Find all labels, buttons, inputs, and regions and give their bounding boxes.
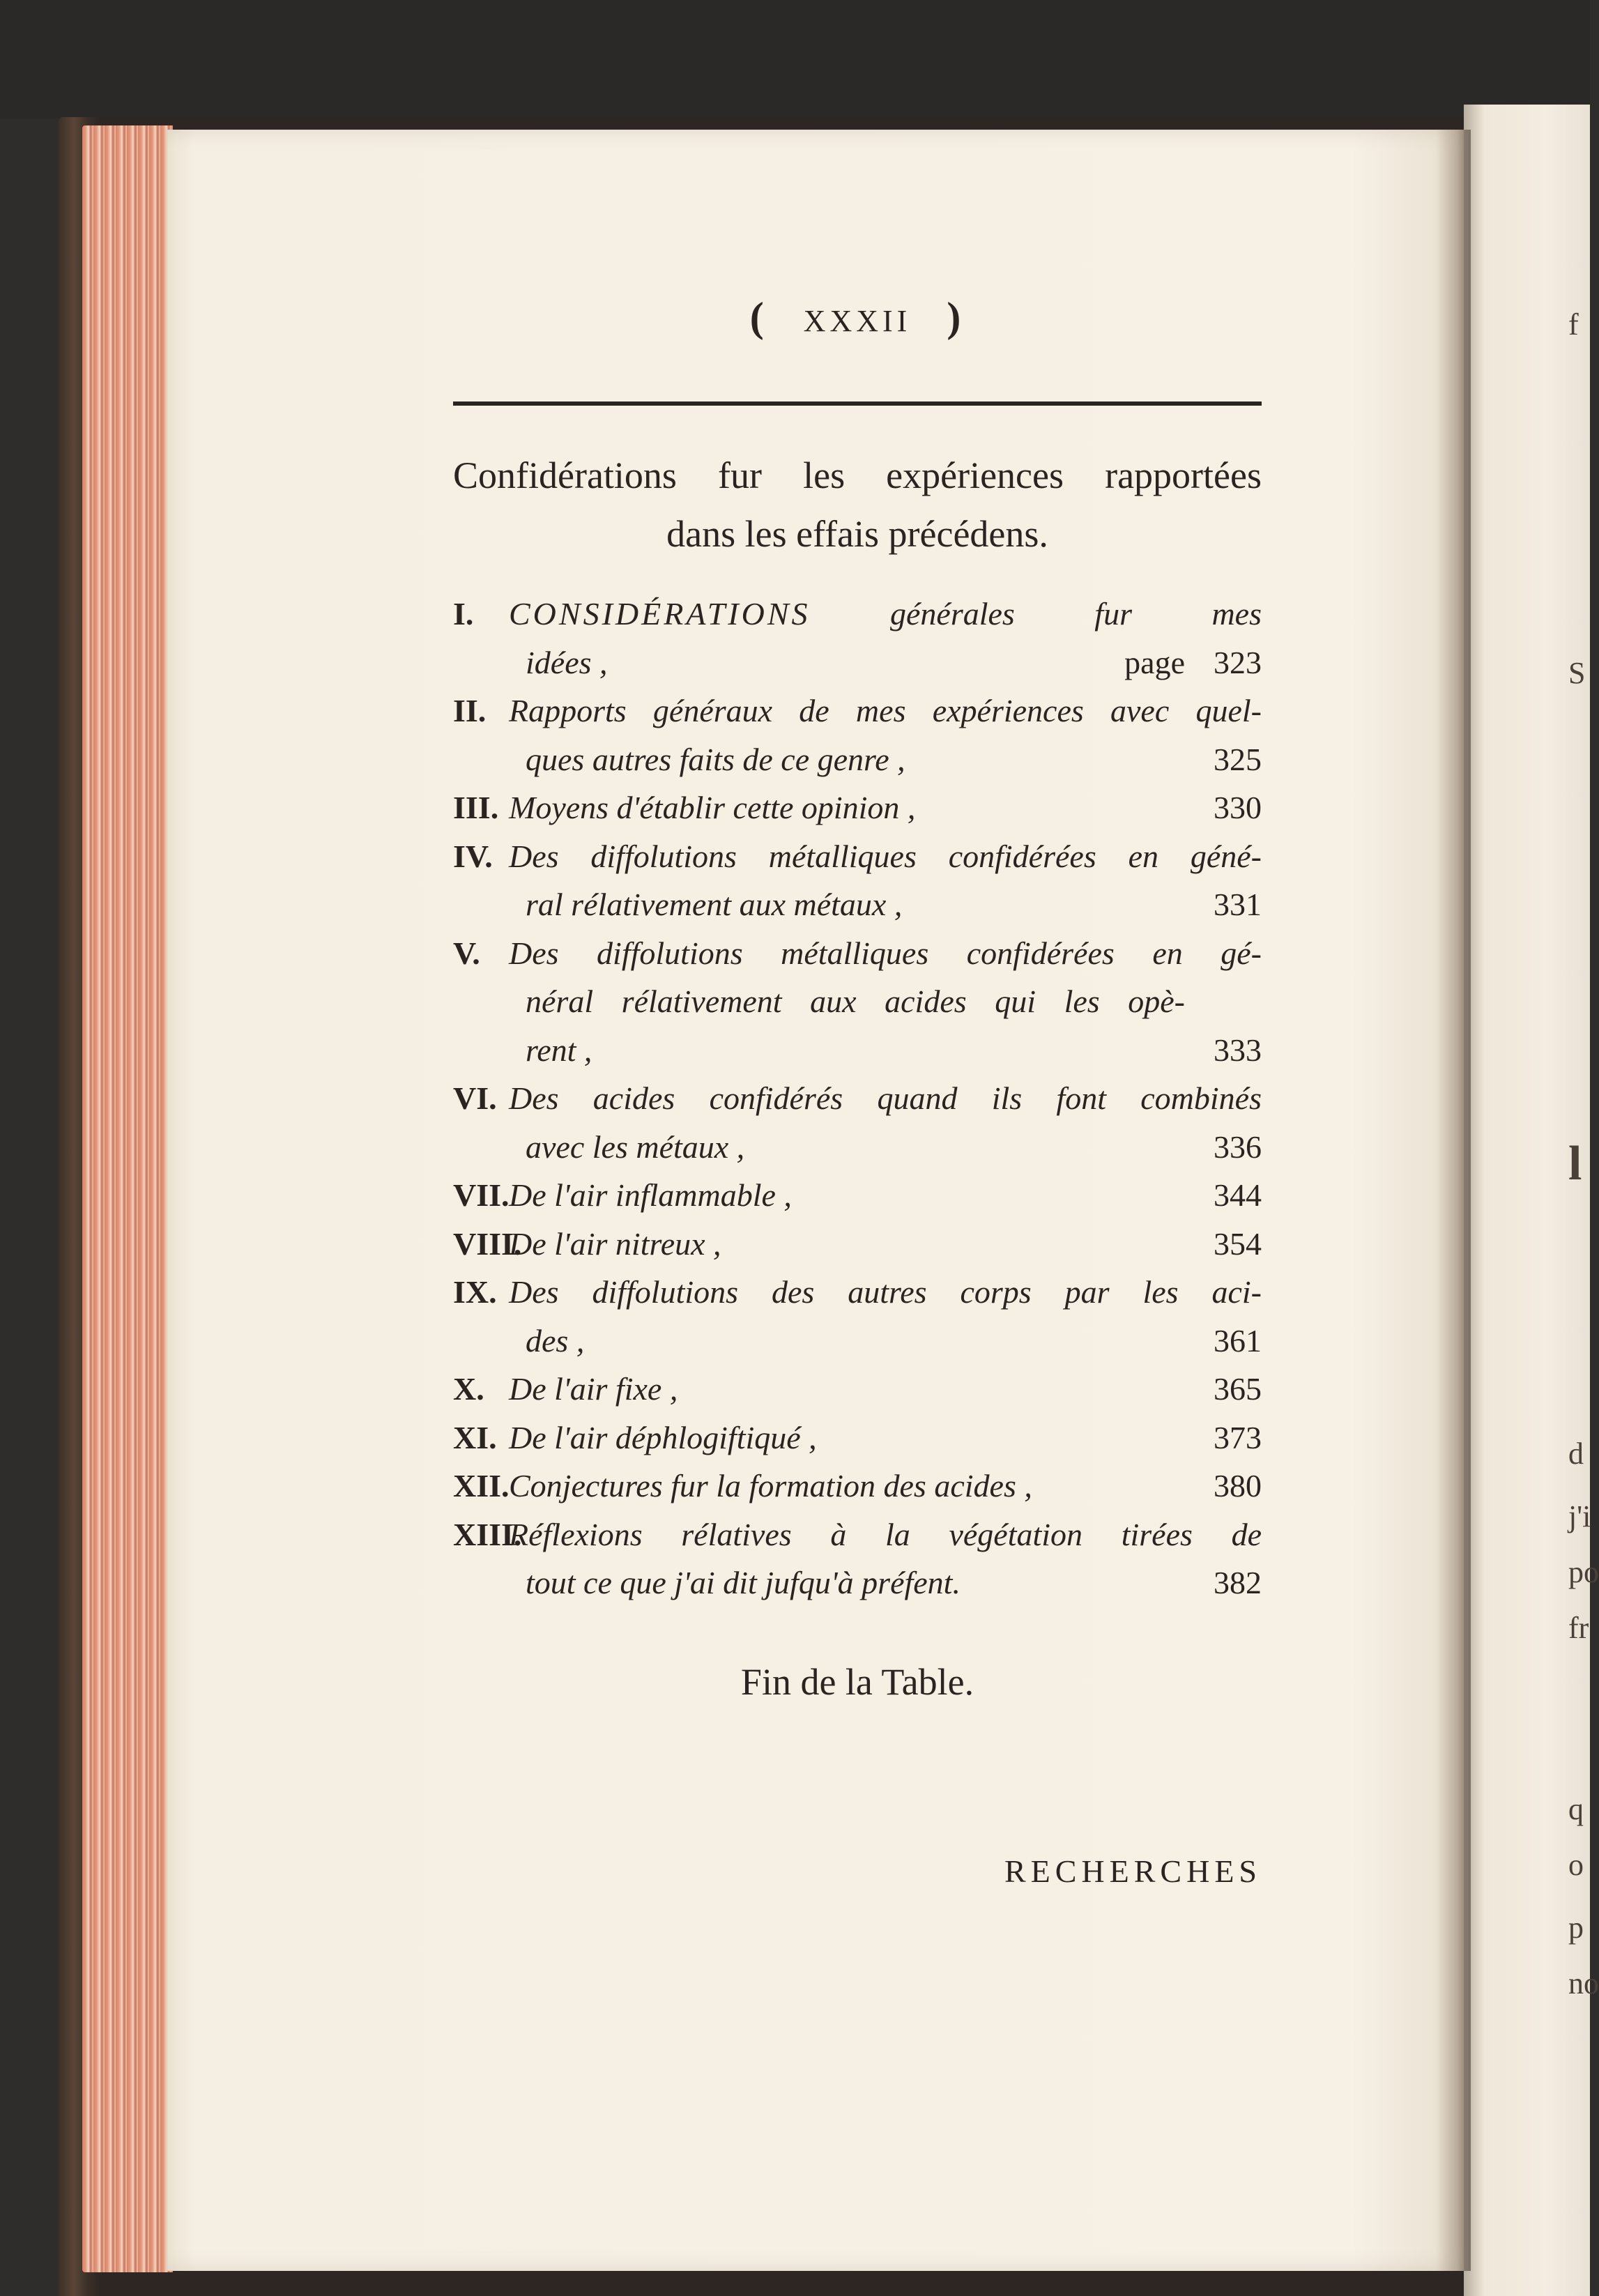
toc-page-number: 382: [1214, 1565, 1262, 1600]
toc-entry-number: IV.: [453, 838, 493, 874]
toc-entry-number: IX.: [453, 1274, 497, 1310]
toc-line: [453, 832, 1262, 881]
facing-page-fragment: no: [1568, 1966, 1599, 2000]
toc-entry-number: XII.: [453, 1468, 510, 1503]
toc-line: [453, 1559, 1262, 1607]
section-title-line: Confidérations fur les expériences rapportées: [453, 454, 1262, 496]
toc-line: [453, 590, 1262, 638]
toc-entry-text: néral rélativement aux acides qui les opè-: [526, 984, 1185, 1019]
toc-page-number: 344: [1214, 1177, 1262, 1213]
toc-entry-number: I.: [453, 596, 474, 632]
toc-smallcaps-word: CONSIDÉRATIONS: [509, 596, 811, 632]
toc-entry-text: De l'air nitreux ,: [509, 1225, 721, 1262]
toc-page-number: 380: [1214, 1468, 1262, 1503]
toc-entry-text: De l'air fixe ,: [509, 1371, 678, 1407]
toc-page-number: 325: [1214, 741, 1262, 777]
page-number-roman: XXXII: [803, 304, 912, 338]
toc-entry-text: De l'air déphlogiftiqué ,: [509, 1419, 817, 1455]
facing-page-fragment: fr: [1568, 1611, 1589, 1645]
toc-line: [453, 1365, 1262, 1414]
facing-page-fragment: j'i: [1568, 1499, 1591, 1533]
page-content: [453, 279, 1262, 1889]
toc-page-number: 331: [1214, 887, 1262, 922]
toc-page-number: 323: [1214, 644, 1262, 680]
header-close-paren: ): [947, 294, 965, 340]
toc-page-number: 336: [1214, 1128, 1262, 1165]
toc-entry-text: Des diffolutions métalliques confidérées en gé-: [509, 935, 1262, 971]
toc-line: [453, 1123, 1262, 1172]
toc-line: [453, 783, 1262, 832]
page-header: [453, 293, 1262, 342]
toc-entry-text: Des diffolutions métalliques confidérées en géné-: [509, 838, 1262, 874]
toc-line: [453, 1268, 1262, 1317]
page-gutter-shadow: [1436, 130, 1471, 2271]
toc-line: [453, 1074, 1262, 1123]
toc-page-label: page: [1124, 644, 1185, 680]
page-edges: [82, 125, 173, 2272]
facing-page: [1464, 105, 1599, 2296]
toc-entry-text: tout ce que j'ai dit jufqu'à préfent.: [526, 1565, 961, 1600]
header-open-paren: (: [749, 294, 768, 340]
toc-entry-text: des ,: [526, 1322, 585, 1359]
toc-entry-text: Des acides confidérés quand ils font combinés: [509, 1080, 1262, 1116]
facing-page-fragment: l: [1568, 1137, 1582, 1191]
toc-entry-number: XIII.: [453, 1516, 522, 1552]
toc-line: [453, 687, 1262, 735]
toc-entry-text: Réflexions rélatives à la végétation tirées de: [509, 1516, 1262, 1552]
toc-line: [453, 1026, 1262, 1075]
toc-line: [453, 880, 1262, 929]
toc-line: [453, 1414, 1262, 1462]
toc-entry-number: V.: [453, 935, 480, 971]
toc-line: [453, 1171, 1262, 1220]
toc-page-number: 365: [1214, 1371, 1262, 1407]
facing-page-fragment: o: [1568, 1848, 1584, 1882]
toc-entry-number: X.: [453, 1371, 484, 1407]
toc-entry-number: VII.: [453, 1177, 510, 1213]
toc-entry-text: CONSIDÉRATIONS générales fur mes: [509, 596, 1262, 632]
toc-entry-number: XI.: [453, 1419, 497, 1455]
toc-entry-text: Conjectures fur la formation des acides ,: [509, 1468, 1032, 1503]
facing-page-fragment: q: [1568, 1792, 1584, 1826]
toc-entry-number: III.: [453, 790, 499, 825]
toc-entry-text: avec les métaux ,: [526, 1128, 745, 1165]
toc-entry-text: De l'air inflammable ,: [509, 1177, 792, 1213]
facing-page-fragment: S: [1568, 656, 1586, 690]
end-of-table: Fin de la Table.: [740, 1660, 974, 1703]
catchword: RECHERCHES: [1004, 1853, 1262, 1889]
toc-line: [453, 1317, 1262, 1365]
facing-page-fragment: d: [1568, 1437, 1584, 1471]
facing-page-fragment: f: [1568, 307, 1579, 342]
dark-background: [0, 0, 1590, 118]
toc-line: [453, 638, 1262, 687]
toc-line: [453, 929, 1262, 978]
facing-page-fragment: po: [1568, 1555, 1599, 1589]
toc-page-number: 333: [1214, 1032, 1262, 1068]
toc-entry-text: Des diffolutions des autres corps par les aci-: [509, 1274, 1262, 1310]
toc-entry-text: ral rélativement aux métaux ,: [526, 887, 903, 922]
toc-entry-text: Moyens d'établir cette opinion ,: [509, 790, 916, 825]
toc-entry-number: VI.: [453, 1080, 497, 1116]
section-title-line: dans les effais précédens.: [666, 513, 1048, 555]
toc-page-number: 354: [1214, 1225, 1262, 1262]
toc-page-number: 373: [1214, 1419, 1262, 1455]
toc-page-number: 361: [1214, 1322, 1262, 1359]
toc-entry-text: ques autres faits de ce genre ,: [526, 741, 905, 777]
toc-line: [453, 1220, 1262, 1269]
toc-entry-text: idées ,: [526, 644, 608, 680]
toc-entry-number: II.: [453, 693, 487, 728]
toc-line: [453, 1462, 1262, 1510]
table-of-contents: [453, 590, 1262, 1607]
toc-entry-text: rent ,: [526, 1032, 592, 1068]
toc-line: [453, 1510, 1262, 1559]
toc-entry-number: VIII.: [453, 1225, 522, 1262]
section-title: [453, 446, 1262, 563]
toc-page-number: 330: [1214, 790, 1262, 825]
toc-line: [453, 735, 1262, 784]
header-rule: [453, 401, 1262, 406]
toc-line: [453, 977, 1262, 1026]
facing-page-fragment: p: [1568, 1911, 1584, 1945]
toc-entry-text: Rapports généraux de mes expériences avec quel-: [509, 693, 1262, 728]
